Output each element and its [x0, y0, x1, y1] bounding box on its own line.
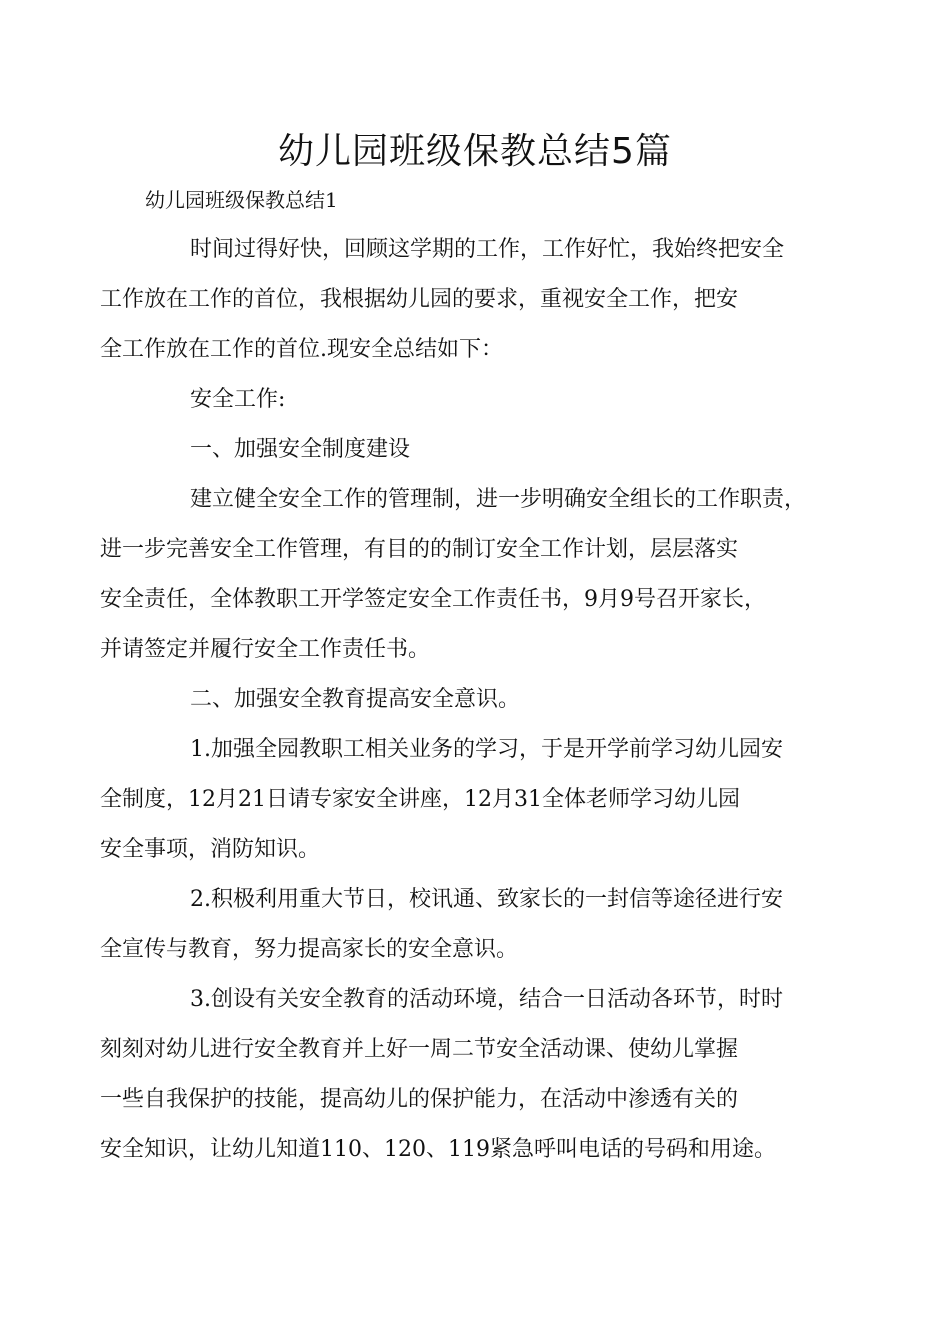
paragraph-line: 一些自我保护的技能，提高幼儿的保护能力，在活动中渗透有关的: [100, 1087, 739, 1112]
paragraph-line: 2.积极利用重大节日，校讯通、致家长的一封信等途径进行安: [190, 887, 783, 912]
paragraph-line: 一、加强安全制度建设: [190, 437, 411, 462]
paragraph-6: [100, 725, 813, 875]
section-subtitle: 幼儿园班级保教总结1: [145, 188, 338, 212]
paragraph-line: 时间过得好快，回顾这学期的工作，工作好忙，我始终把安全: [190, 237, 785, 262]
paragraph-line: 刻刻对幼儿进行安全教育并上好一周二节安全活动课、使幼儿掌握: [100, 1037, 739, 1062]
paragraph-1: [100, 225, 813, 375]
paragraph-8: [100, 975, 813, 1175]
paragraph-7: [100, 875, 813, 975]
paragraph-line: 并请签定并履行安全工作责任书。: [100, 637, 431, 662]
paragraph-line: 安全工作:: [190, 387, 286, 412]
paragraph-3: [145, 425, 813, 475]
paragraph-line: 安全知识，让幼儿知道110、120、119紧急呼叫电话的号码和用途。: [100, 1137, 776, 1162]
paragraph-line: 全工作放在工作的首位.现安全总结如下：: [100, 337, 503, 362]
document-body: [100, 225, 813, 1175]
paragraph-line: 安全事项，消防知识。: [100, 837, 321, 862]
paragraph-line: 工作放在工作的首位，我根据幼儿园的要求，重视安全工作，把安: [100, 287, 739, 312]
paragraph-line: 安全责任，全体教职工开学签定安全工作责任书，9月9号召开家长，: [100, 587, 766, 612]
paragraph-line: 建立健全安全工作的管理制，进一步明确安全组长的工作职责，: [190, 487, 807, 512]
paragraph-line: 进一步完善安全工作管理，有目的的制订安全工作计划，层层落实: [100, 537, 739, 562]
paragraph-line: 3.创设有关安全教育的活动环境，结合一日活动各环节，时时: [190, 987, 783, 1012]
paragraph-line: 全制度，12月21日请专家安全讲座，12月31全体老师学习幼儿园: [100, 787, 740, 812]
paragraph-line: 1.加强全园教职工相关业务的学习，于是开学前学习幼儿园安: [190, 737, 783, 762]
document-title: 幼儿园班级保教总结5篇: [278, 131, 672, 172]
paragraph-5: [145, 675, 813, 725]
paragraph-line: 二、加强安全教育提高安全意识。: [190, 687, 521, 712]
paragraph-2: [145, 375, 813, 425]
paragraph-line: 全宣传与教育，努力提高家长的安全意识。: [100, 937, 519, 962]
paragraph-4: [100, 475, 813, 675]
